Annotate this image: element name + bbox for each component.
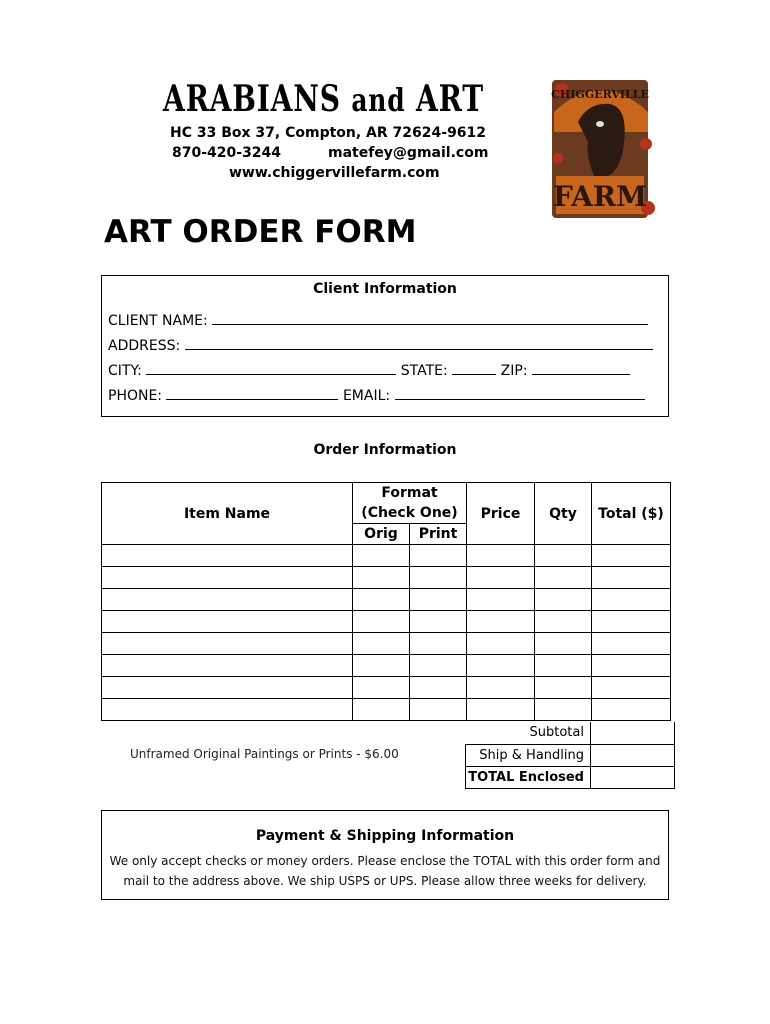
total-cell[interactable] xyxy=(592,589,671,611)
order-info-title: Order Information xyxy=(313,442,457,458)
logo-top-text: CHIGGERVILLE xyxy=(551,88,649,101)
price-cell[interactable] xyxy=(467,655,535,677)
brand-word-arabians: ARABIANS xyxy=(163,78,341,120)
table-row xyxy=(102,655,671,677)
ship-handling-value[interactable] xyxy=(591,744,675,766)
price-cell[interactable] xyxy=(467,545,535,567)
print-cell[interactable] xyxy=(410,545,467,567)
table-row xyxy=(102,545,671,567)
col-price: Price xyxy=(467,483,535,545)
totals-table xyxy=(465,722,675,789)
phone-line[interactable] xyxy=(166,386,338,400)
total-cell[interactable] xyxy=(592,699,671,721)
client-info-title: Client Information xyxy=(313,281,457,297)
col-format-sub: (Check One) xyxy=(361,505,458,521)
qty-cell[interactable] xyxy=(535,655,592,677)
client-name-line[interactable] xyxy=(212,311,648,325)
table-row xyxy=(102,699,671,721)
total-cell[interactable] xyxy=(592,677,671,699)
print-cell[interactable] xyxy=(410,611,467,633)
brand-word-art: ART xyxy=(416,78,484,120)
payment-box xyxy=(101,810,669,900)
brand-word-and: and xyxy=(351,81,406,119)
zip-line[interactable] xyxy=(532,361,630,375)
email-label: EMAIL: xyxy=(342,388,391,404)
state-line[interactable] xyxy=(452,361,496,375)
order-table xyxy=(101,482,671,721)
qty-cell[interactable] xyxy=(535,677,592,699)
table-row xyxy=(102,589,671,611)
brand-name xyxy=(163,78,484,120)
zip-label: ZIP: xyxy=(500,363,528,379)
payment-text xyxy=(102,851,668,891)
orig-cell[interactable] xyxy=(353,633,410,655)
orig-cell[interactable] xyxy=(353,655,410,677)
item-cell[interactable] xyxy=(102,611,353,633)
total-cell[interactable] xyxy=(592,655,671,677)
price-cell[interactable] xyxy=(467,611,535,633)
contact-website: www.chiggervillefarm.com xyxy=(229,165,440,181)
payment-line-2: mail to the address above. We ship USPS or UPS. Please allow three weeks for delivery. xyxy=(123,874,647,888)
col-item-name: Item Name xyxy=(102,483,353,545)
price-cell[interactable] xyxy=(467,589,535,611)
col-qty: Qty xyxy=(535,483,592,545)
price-cell[interactable] xyxy=(467,567,535,589)
col-print: Print xyxy=(410,524,467,545)
contact-address: HC 33 Box 37, Compton, AR 72624-9612 xyxy=(170,125,487,141)
contact-email: matefey@gmail.com xyxy=(328,145,489,161)
orig-cell[interactable] xyxy=(353,589,410,611)
col-format xyxy=(353,483,467,524)
subtotal-label: Subtotal xyxy=(466,722,591,744)
state-label: STATE: xyxy=(400,363,448,379)
price-cell[interactable] xyxy=(467,699,535,721)
print-cell[interactable] xyxy=(410,567,467,589)
total-cell[interactable] xyxy=(592,567,671,589)
orig-cell[interactable] xyxy=(353,545,410,567)
orig-cell[interactable] xyxy=(353,699,410,721)
logo-bottom-text: FARM xyxy=(552,180,648,213)
item-cell[interactable] xyxy=(102,545,353,567)
client-name-field[interactable] xyxy=(108,311,648,329)
email-line[interactable] xyxy=(395,386,645,400)
contact-phone: 870-420-3244 xyxy=(172,145,282,161)
payment-title: Payment & Shipping Information xyxy=(255,828,515,844)
client-info-box xyxy=(101,275,669,417)
orig-cell[interactable] xyxy=(353,567,410,589)
qty-cell[interactable] xyxy=(535,633,592,655)
city-label: CITY: xyxy=(108,363,142,379)
ship-handling-label: Ship & Handling xyxy=(466,744,591,766)
phone-label: PHONE: xyxy=(108,388,163,404)
payment-line-1: We only accept checks or money orders. Please enclose the TOTAL with this order form and xyxy=(109,854,661,868)
item-cell[interactable] xyxy=(102,699,353,721)
orig-cell[interactable] xyxy=(353,611,410,633)
address-field[interactable] xyxy=(108,336,653,354)
item-cell[interactable] xyxy=(102,633,353,655)
item-cell[interactable] xyxy=(102,567,353,589)
qty-cell[interactable] xyxy=(535,611,592,633)
city-line[interactable] xyxy=(146,361,396,375)
print-cell[interactable] xyxy=(410,655,467,677)
col-total: Total ($) xyxy=(592,483,671,545)
farm-logo xyxy=(548,72,660,222)
print-cell[interactable] xyxy=(410,677,467,699)
col-format-label: Format xyxy=(381,485,438,501)
table-row xyxy=(102,567,671,589)
table-row xyxy=(102,677,671,699)
total-enclosed-label: TOTAL Enclosed xyxy=(466,766,591,788)
total-enclosed-value[interactable] xyxy=(591,766,675,788)
price-cell[interactable] xyxy=(467,677,535,699)
qty-cell[interactable] xyxy=(535,699,592,721)
phone-email-row xyxy=(108,386,645,404)
city-state-zip-row xyxy=(108,361,630,379)
print-cell[interactable] xyxy=(410,633,467,655)
item-cell[interactable] xyxy=(102,589,353,611)
total-cell[interactable] xyxy=(592,545,671,567)
subtotal-value[interactable] xyxy=(591,722,675,744)
address-label: ADDRESS: xyxy=(108,338,181,354)
print-cell[interactable] xyxy=(410,589,467,611)
qty-cell[interactable] xyxy=(535,589,592,611)
form-title: ART ORDER FORM xyxy=(104,214,417,250)
client-name-label: CLIENT NAME: xyxy=(108,313,208,329)
table-row xyxy=(102,611,671,633)
item-cell[interactable] xyxy=(102,655,353,677)
item-cell[interactable] xyxy=(102,677,353,699)
print-cell[interactable] xyxy=(410,699,467,721)
table-row xyxy=(102,633,671,655)
qty-cell[interactable] xyxy=(535,545,592,567)
total-cell[interactable] xyxy=(592,611,671,633)
col-orig: Orig xyxy=(353,524,410,545)
address-line[interactable] xyxy=(185,336,653,350)
orig-cell[interactable] xyxy=(353,677,410,699)
total-cell[interactable] xyxy=(592,633,671,655)
price-cell[interactable] xyxy=(467,633,535,655)
shipping-note: Unframed Original Paintings or Prints - $6.00 xyxy=(130,747,399,761)
qty-cell[interactable] xyxy=(535,567,592,589)
